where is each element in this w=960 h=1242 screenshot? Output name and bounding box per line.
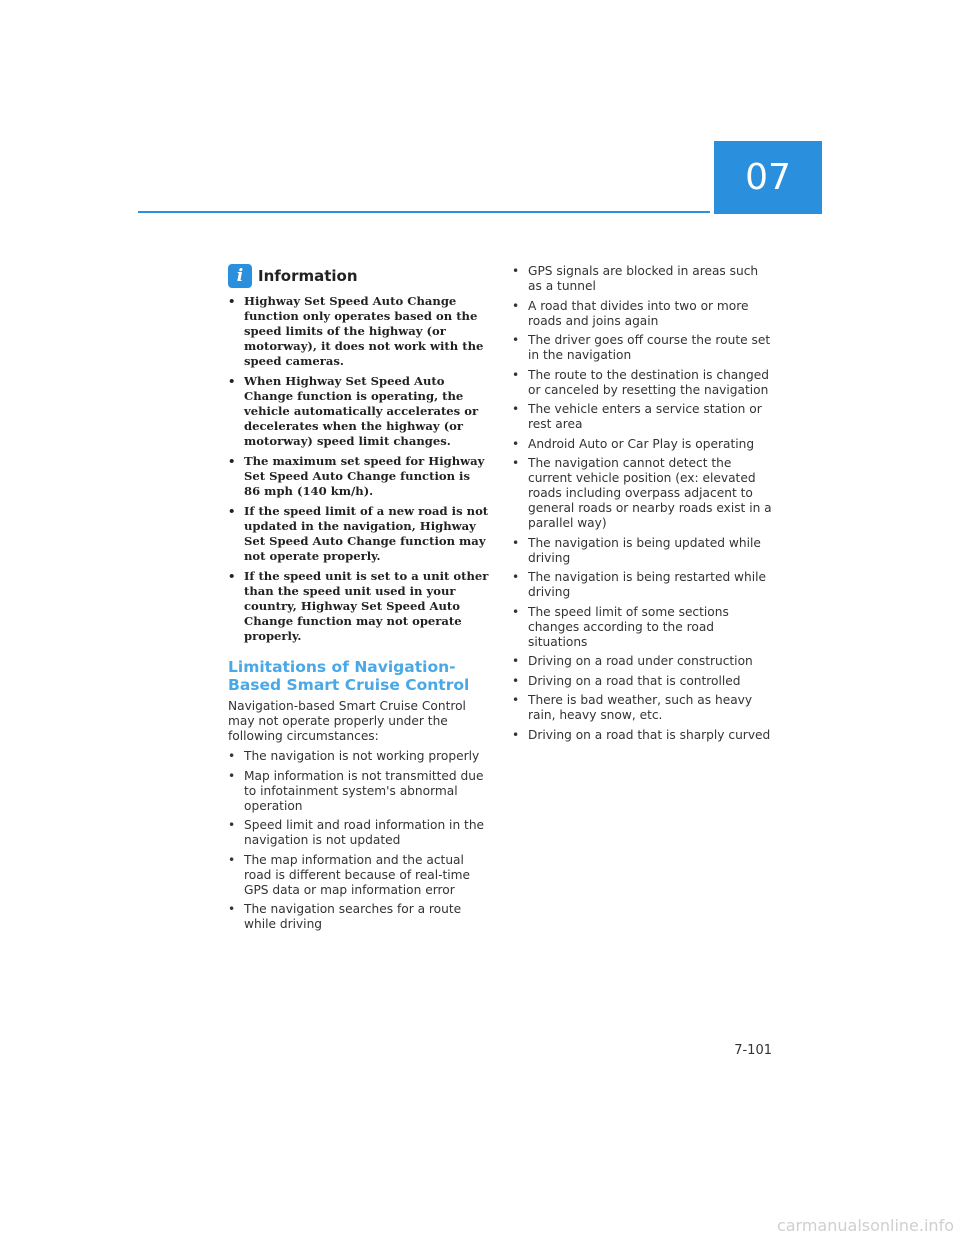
limitations-list-left (228, 749, 490, 932)
list-item: • There is bad weather, such as heavy rain, heavy snow, etc. (512, 693, 774, 723)
info-item: • Highway Set Speed Auto Change function only operates based on the speed limits of the highway (or motorway), it does not work with the speed cameras. (228, 294, 490, 369)
list-item: • Android Auto or Car Play is operating (512, 437, 774, 452)
list-item: • The driver goes off course the route set in the navigation (512, 333, 774, 363)
list-item: • The navigation searches for a route while driving (228, 902, 490, 932)
list-item: • Map information is not transmitted due to infotainment system's abnormal operation (228, 769, 490, 814)
list-item: • The speed limit of some sections changes according to the road situations (512, 605, 774, 650)
list-item: • The vehicle enters a service station or rest area (512, 402, 774, 432)
section-intro: Navigation-based Smart Cruise Control may not operate properly under the following circumstances: (228, 699, 466, 743)
list-item: • A road that divides into two or more roads and joins again (512, 299, 774, 329)
list-item: • The navigation is being updated while driving (512, 536, 774, 566)
list-item: • Driving on a road under construction (512, 654, 774, 669)
right-column (512, 264, 774, 747)
list-item: • The navigation is being restarted while driving (512, 570, 774, 600)
limitations-list-right (512, 264, 774, 743)
list-item: • The route to the destination is changed or canceled by resetting the navigation (512, 368, 774, 398)
list-item: • GPS signals are blocked in areas such as a tunnel (512, 264, 774, 294)
info-title: Information (258, 267, 358, 285)
left-column (228, 264, 490, 937)
list-item: • Speed limit and road information in the navigation is not updated (228, 818, 490, 848)
chapter-number: 07 (745, 157, 791, 198)
info-item: • When Highway Set Speed Auto Change function is operating, the vehicle automatically accelerates or decelerates when the highway (or motorway) speed limit changes. (228, 374, 490, 449)
section-title: Limitations of Navigation-Based Smart Cruise Control (228, 658, 470, 694)
watermark[interactable]: carmanualsonline.info (776, 1216, 954, 1235)
header-rule (138, 211, 710, 213)
list-item: • Driving on a road that is controlled (512, 674, 774, 689)
list-item: • Driving on a road that is sharply curved (512, 728, 774, 743)
chapter-tab (714, 141, 822, 214)
info-heading (228, 264, 490, 288)
info-list (228, 294, 490, 644)
info-icon: i (228, 264, 252, 288)
info-item: • If the speed limit of a new road is not updated in the navigation, Highway Set Speed Auto Change function may not operate properly. (228, 504, 490, 564)
list-item: • The map information and the actual road is different because of real-time GPS data or map information error (228, 853, 490, 898)
list-item: • The navigation cannot detect the current vehicle position (ex: elevated roads including overpass adjacent to general roads or nearby roads exist in a parallel way) (512, 456, 774, 531)
info-item: • If the speed unit is set to a unit other than the speed unit used in your country, Highway Set Speed Auto Change function may not operate properly. (228, 569, 490, 644)
page-number: 7-101 (734, 1043, 772, 1058)
list-item: • The navigation is not working properly (228, 749, 490, 764)
info-item: • The maximum set speed for Highway Set Speed Auto Change function is 86 mph (140 km/h). (228, 454, 490, 499)
